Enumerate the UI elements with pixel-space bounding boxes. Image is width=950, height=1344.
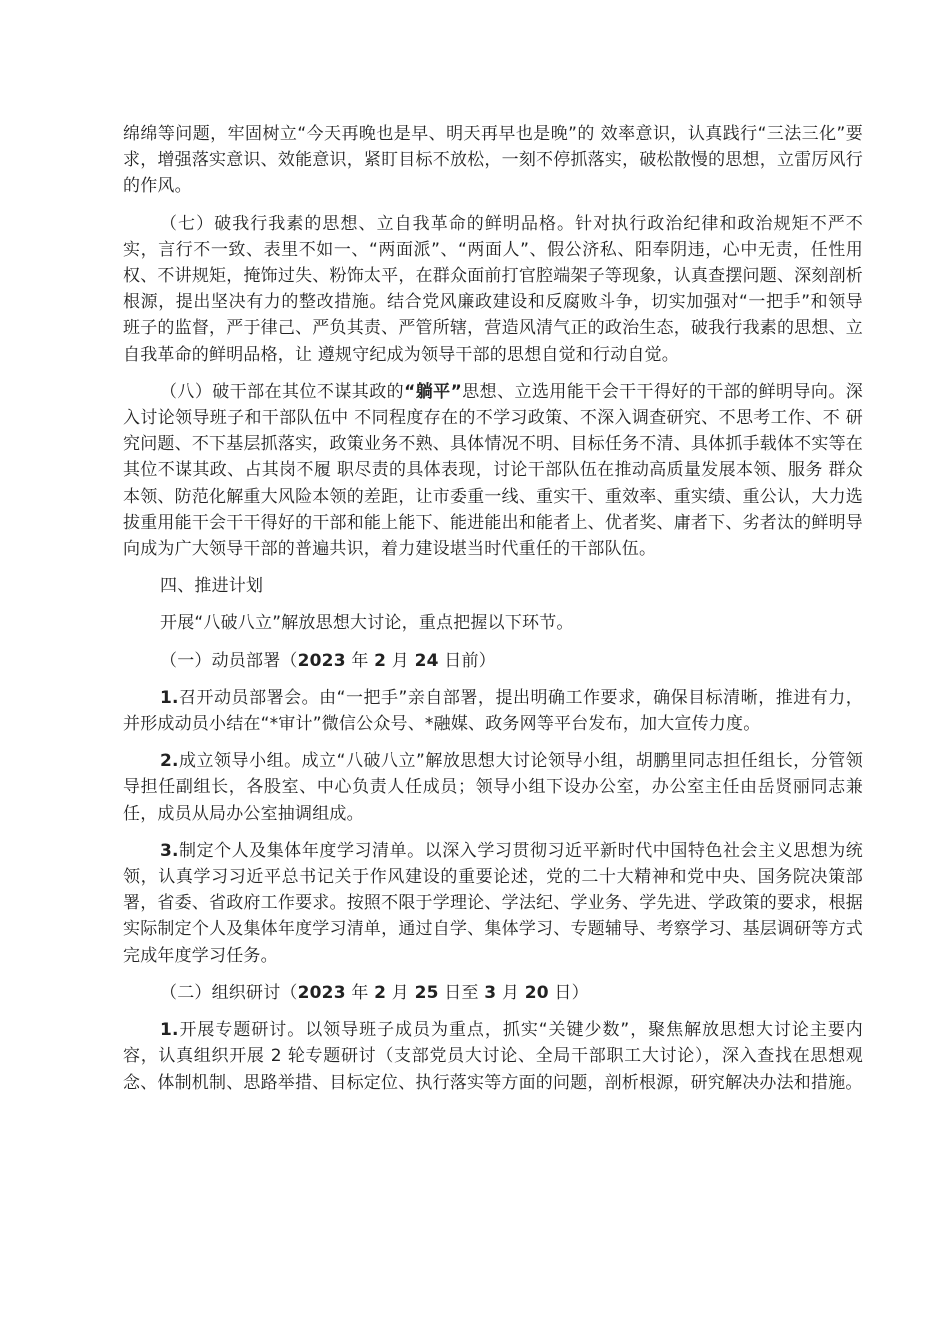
text: 四、推进计划	[160, 576, 264, 597]
bold-number: 3	[484, 982, 497, 1003]
item-number: 1.	[160, 1020, 179, 1041]
bold-number: 20	[524, 982, 549, 1003]
paragraph-section-seven	[123, 211, 863, 368]
text: 月	[501, 982, 520, 1003]
text: 日）	[554, 982, 589, 1003]
text: 成立领导小组。成立“八破八立”解放思想大讨论领导小组，胡鹏里同志担任组长，分管领导担任副组长，各股室、中心负责人任成员；领导小组下设办公室，办公室主任由岳贤丽同志兼任，成员从局办公室抽调组成。	[123, 751, 863, 824]
item-number: 1.	[160, 687, 179, 708]
item-number: 2.	[160, 751, 179, 772]
paragraph-section-eight	[123, 379, 863, 562]
text: 思想、立选用能干会干干得好的干部的鲜明导向。深入讨论领导班子和干部队伍中 不同程度存在的不学习政策、不深入调查研究、不思考工作、不 研究问题、不下基层抓落实，政策业务不熟、具体情况不明、目标任务不清、具体抓手载体不实等在其位不谋其政、占其岗不履 职尽责的具体表现，讨论干部队伍在推动高质量发展本领、服务 群众本领、防范化解重大风险本领的差距，让市委重一线、重实干、重效率、重实绩、重公认，大力选拔重用能干会干干得好的干部和能上能下、能进能出和能者上、优者奖、庸者下、劣者汰的鲜明导向成为广大领导干部的普遍共识，着力建设堪当时代重任的干部队伍。	[123, 381, 863, 560]
paragraph-item-1-seminar	[123, 1017, 863, 1096]
emphasis-text: “躺平”	[404, 381, 462, 402]
text: 开展“八破八立”解放思想大讨论，重点把握以下环节。	[160, 613, 574, 634]
paragraph-efficiency	[123, 121, 863, 200]
text: 月	[391, 650, 409, 671]
text: （八）破干部在其位不谋其政的	[160, 381, 405, 402]
paragraph-item-2-group	[123, 748, 863, 827]
bold-number: 2	[374, 650, 387, 671]
text: 召开动员部署会。由“一把手”亲自部署，提出明确工作要求，确保目标清晰，推进有力，并形成动员小结在“*审计”微信公众号、*融媒、政务网等平台发布，加大宣传力度。	[123, 687, 863, 735]
text: 日前）	[444, 650, 496, 671]
heading-advance-plan	[123, 573, 863, 599]
paragraph-item-3-study-list	[123, 838, 863, 969]
bold-number: 25	[414, 982, 439, 1003]
item-number: 3.	[160, 840, 179, 861]
text: （二）组织研讨（	[160, 982, 298, 1003]
bold-number: 2	[374, 982, 387, 1003]
text: 开展专题研讨。以领导班子成员为重点，抓实“关键少数”，聚焦解放思想大讨论主要内容，认真组织开展 2 轮专题研讨（支部党员大讨论、全局干部职工大讨论），深入查找在思想观念、体制机制、思路举措、目标定位、执行落实等方面的问题，剖析根源，研究解决办法和措施。	[123, 1020, 863, 1093]
bold-number: 2023	[297, 982, 346, 1003]
text: 绵绵等问题，牢固树立“今天再晚也是早、明天再早也是晚”的 效率意识，认真践行“三法三化”要求，增强落实意识、效能意识，紧盯目标不放松，一刻不停抓落实，破松散慢的思想，立雷厉风行的作风。	[123, 124, 863, 197]
text: 年	[351, 982, 369, 1003]
text: 制定个人及集体年度学习清单。以深入学习贯彻习近平新时代中国特色社会主义思想为统领，认真学习习近平总书记关于作风建设的重要论述，党的二十大精神和党中央、国务院决策部署，省委、省政府工作要求。按照不限于学理论、学法纪、学业务、学先进、学政策的要求，根据实际制定个人及集体年度学习清单，通过自学、集体学习、专题辅导、考察学习、基层调研等方式完成年度学习任务。	[123, 840, 863, 966]
text: （一）动员部署（	[160, 650, 298, 671]
heading-seminar	[123, 980, 863, 1006]
text: 日至	[444, 982, 479, 1003]
heading-mobilization	[123, 648, 863, 674]
bold-number: 24	[414, 650, 439, 671]
paragraph-item-1-meeting	[123, 685, 863, 737]
document-page	[123, 121, 863, 1107]
text: 月	[391, 982, 409, 1003]
bold-number: 2023	[297, 650, 346, 671]
paragraph-intro	[123, 610, 863, 636]
text: 年	[351, 650, 369, 671]
text: （七）破我行我素的思想、立自我革命的鲜明品格。针对执行政治纪律和政治规矩不严不实，言行不一致、表里不如一、“两面派”、“两面人”、假公济私、阳奉阴违，心中无责，任性用权、不讲规矩，掩饰过失、粉饰太平，在群众面前打官腔端架子等现象，认真查摆问题、深刻剖析根源，提出坚决有力的整改措施。结合党风廉政建设和反腐败斗争，切实加强对“一把手”和领导班子的监督，严于律己、严负其责、严管所辖，营造风清气正的政治生态，破我行我素的思想、立自我革命的鲜明品格，让 遵规守纪成为领导干部的思想自觉和行动自觉。	[123, 213, 863, 365]
